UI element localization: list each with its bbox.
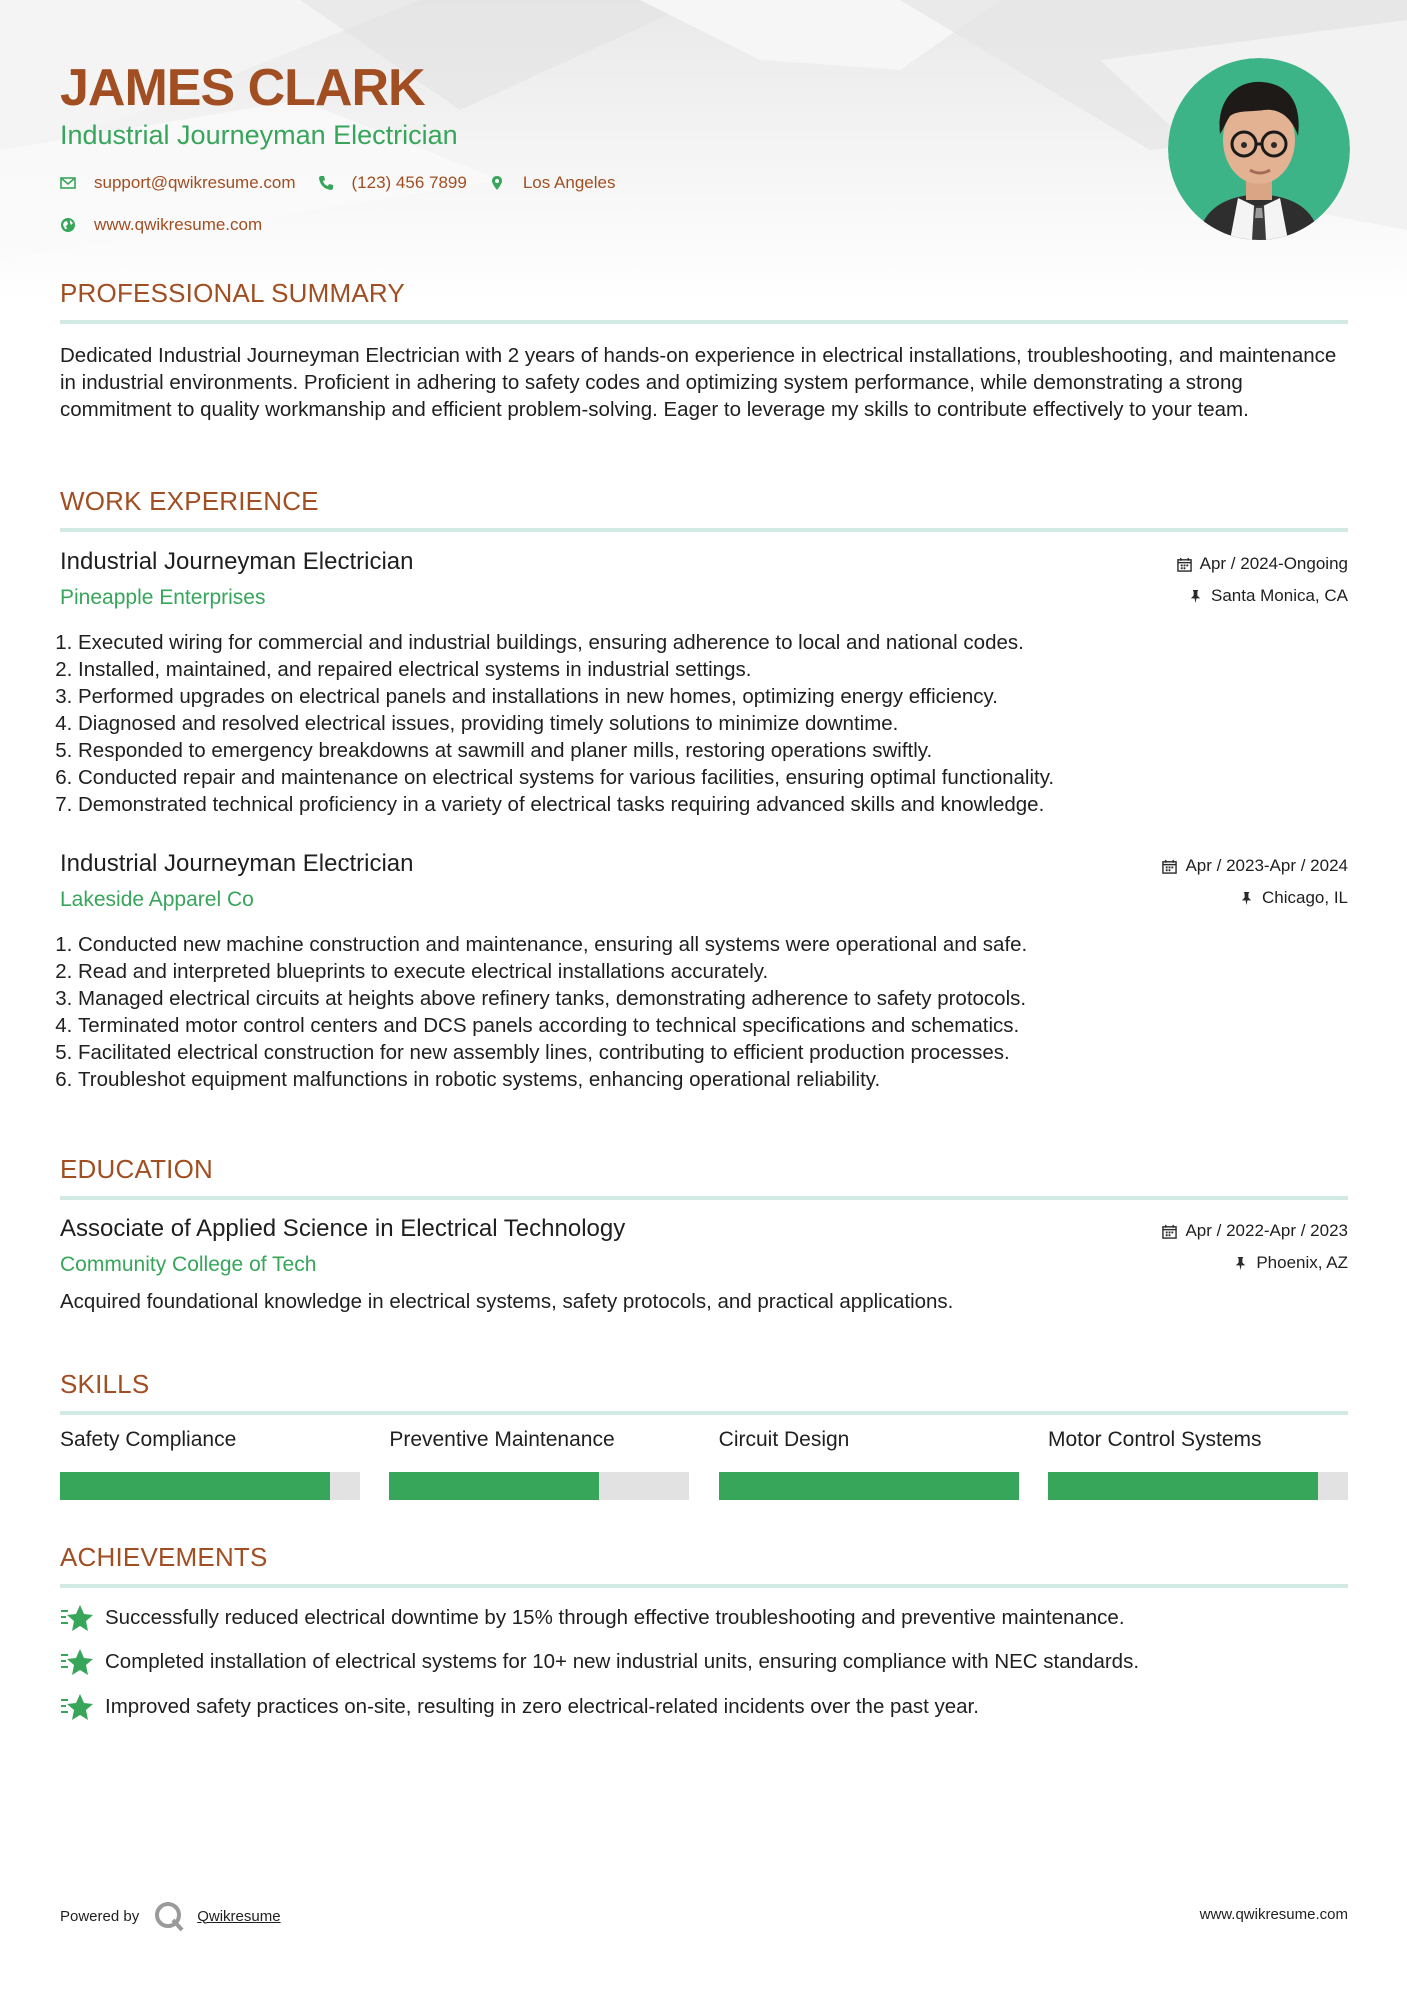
job-location-text: Chicago, IL <box>1262 888 1348 907</box>
map-pin-icon <box>489 175 505 191</box>
skills-list <box>60 1428 1348 1500</box>
contact-row-website <box>60 215 284 235</box>
education-location-text: Phoenix, AZ <box>1256 1253 1348 1272</box>
calendar-icon <box>1162 1224 1177 1239</box>
job-location <box>1188 586 1348 606</box>
skill-name: Preventive Maintenance <box>389 1428 615 1451</box>
list-item: 6. Conducted repair and maintenance on electrical systems for various facilities, ensuring optimal functionality. <box>78 764 1054 791</box>
section-divider <box>60 528 1348 532</box>
pushpin-icon <box>1233 1256 1248 1271</box>
skill-bar-fill <box>389 1472 599 1500</box>
pushpin-icon <box>1188 589 1203 604</box>
job-title: Industrial Journeyman Electrician <box>60 548 414 575</box>
skill-item <box>1048 1428 1348 1500</box>
section-divider <box>60 1411 1348 1415</box>
skills-heading: SKILLS <box>60 1369 150 1399</box>
skill-bar <box>719 1472 1019 1500</box>
website-text: www.qwikresume.com <box>94 215 263 234</box>
section-divider <box>60 1196 1348 1200</box>
skill-bar <box>60 1472 360 1500</box>
calendar-icon <box>1177 557 1192 572</box>
envelope-icon <box>60 175 76 191</box>
skill-bar-fill <box>60 1472 330 1500</box>
skill-name: Circuit Design <box>718 1428 850 1451</box>
education-location <box>1233 1253 1348 1273</box>
list-item: 5. Responded to emergency breakdowns at sawmill and planer mills, restoring operations swiftly. <box>78 737 1054 764</box>
education-heading: EDUCATION <box>60 1154 213 1184</box>
qwikresume-logo-icon <box>153 1900 185 1932</box>
list-item: 4. Terminated motor control centers and DCS panels according to technical specifications and schematics. <box>78 1012 1027 1039</box>
contact-row <box>60 173 637 193</box>
list-item: 2. Installed, maintained, and repaired electrical systems in industrial settings. <box>78 656 1054 683</box>
list-item: 3. Managed electrical circuits at heights above refinery tanks, demonstrating adherence to safety protocols. <box>78 985 1027 1012</box>
education-section <box>60 1154 1348 1200</box>
phone-icon <box>318 175 334 191</box>
powered-by-label: Powered by <box>60 1907 140 1925</box>
job-responsibilities <box>60 931 1027 1093</box>
location-text: Los Angeles <box>522 173 616 192</box>
list-item: 5. Facilitated electrical construction for new assembly lines, contributing to efficient production processes. <box>78 1039 1027 1066</box>
contact-website[interactable] <box>60 215 262 235</box>
skill-name: Motor Control Systems <box>1047 1428 1262 1451</box>
footer-url[interactable]: www.qwikresume.com <box>1199 1906 1348 1923</box>
star-badge-icon <box>60 1603 94 1633</box>
powered-by <box>60 1900 281 1932</box>
degree-title: Associate of Applied Science in Electrical Technology <box>60 1215 626 1242</box>
list-item: 7. Demonstrated technical proficiency in a variety of electrical tasks requiring advanced skills and knowledge. <box>78 791 1054 818</box>
star-badge-icon <box>60 1647 94 1677</box>
achievements-heading: ACHIEVEMENTS <box>60 1542 268 1572</box>
achievement-item <box>60 1647 1139 1677</box>
job-dates-text: Apr / 2024-Ongoing <box>1199 554 1348 573</box>
education-dates <box>1162 1221 1348 1241</box>
job-company: Lakeside Apparel Co <box>60 888 254 911</box>
phone-text: (123) 456 7899 <box>351 173 467 192</box>
education-description: Acquired foundational knowledge in electrical systems, safety protocols, and practical applications. <box>60 1290 954 1313</box>
school-name: Community College of Tech <box>60 1253 317 1276</box>
profile-photo <box>1168 58 1350 240</box>
achievement-item <box>60 1692 979 1722</box>
list-item: 1. Executed wiring for commercial and industrial buildings, ensuring adherence to local and national codes. <box>78 629 1054 656</box>
skill-bar-fill <box>719 1472 1019 1500</box>
email-text: support@qwikresume.com <box>94 173 296 192</box>
skill-item <box>719 1428 1019 1500</box>
education-dates-text: Apr / 2022-Apr / 2023 <box>1185 1221 1348 1240</box>
summary-section <box>60 278 1348 423</box>
candidate-title: Industrial Journeyman Electrician <box>60 120 458 150</box>
skill-name: Safety Compliance <box>60 1428 237 1451</box>
achievement-text: Successfully reduced electrical downtime by 15% through effective troubleshooting and preventive maintenance. <box>105 1606 1125 1629</box>
skill-bar <box>389 1472 689 1500</box>
achievements-section <box>60 1542 1348 1588</box>
summary-heading: PROFESSIONAL SUMMARY <box>60 278 405 308</box>
job-dates <box>1177 554 1348 574</box>
job-company: Pineapple Enterprises <box>60 586 266 609</box>
contact-phone[interactable] <box>318 173 467 193</box>
globe-icon <box>60 217 76 233</box>
job-dates <box>1162 856 1348 876</box>
skill-item <box>60 1428 360 1500</box>
brand-link[interactable]: Qwikresume <box>197 1907 281 1925</box>
skill-item <box>389 1428 689 1500</box>
skill-bar <box>1048 1472 1348 1500</box>
list-item: 3. Performed upgrades on electrical panels and installations in new homes, optimizing energy efficiency. <box>78 683 1054 710</box>
calendar-icon <box>1162 859 1177 874</box>
list-item: 4. Diagnosed and resolved electrical issues, providing timely solutions to minimize downtime. <box>78 710 1054 737</box>
achievement-text: Completed installation of electrical systems for 10+ new industrial units, ensuring compliance with NEC standards. <box>105 1650 1140 1673</box>
achievement-item <box>60 1603 1125 1633</box>
pushpin-icon <box>1239 891 1254 906</box>
contact-location <box>489 173 616 193</box>
job-dates-text: Apr / 2023-Apr / 2024 <box>1185 856 1348 875</box>
skill-bar-fill <box>1048 1472 1318 1500</box>
skills-section <box>60 1369 1348 1415</box>
experience-heading: WORK EXPERIENCE <box>60 486 319 516</box>
experience-section <box>60 486 1348 532</box>
list-item: 2. Read and interpreted blueprints to execute electrical installations accurately. <box>78 958 1027 985</box>
achievement-text: Improved safety practices on-site, resulting in zero electrical-related incidents over the past year. <box>105 1695 979 1718</box>
section-divider <box>60 1584 1348 1588</box>
job-title: Industrial Journeyman Electrician <box>60 850 414 877</box>
list-item: 6. Troubleshot equipment malfunctions in robotic systems, enhancing operational reliability. <box>78 1066 1027 1093</box>
job-responsibilities <box>60 629 1054 818</box>
contact-email[interactable] <box>60 173 296 193</box>
job-location-text: Santa Monica, CA <box>1210 586 1348 605</box>
candidate-name: JAMES CLARK <box>60 59 425 117</box>
section-divider <box>60 320 1348 324</box>
star-badge-icon <box>60 1692 94 1722</box>
summary-text: Dedicated Industrial Journeyman Electrician with 2 years of hands-on experience in electrical installations, troubleshooting, and maintenance in industrial environments. Proficient in adhering to safety codes and optimizing system performance, while demonstrating a strong commitment to quality workmanship and efficient problem-solving. Eager to leverage my skills to contribute effectively to your team. <box>60 344 1337 421</box>
job-location <box>1239 888 1348 908</box>
list-item: 1. Conducted new machine construction and maintenance, ensuring all systems were operational and safe. <box>78 931 1027 958</box>
